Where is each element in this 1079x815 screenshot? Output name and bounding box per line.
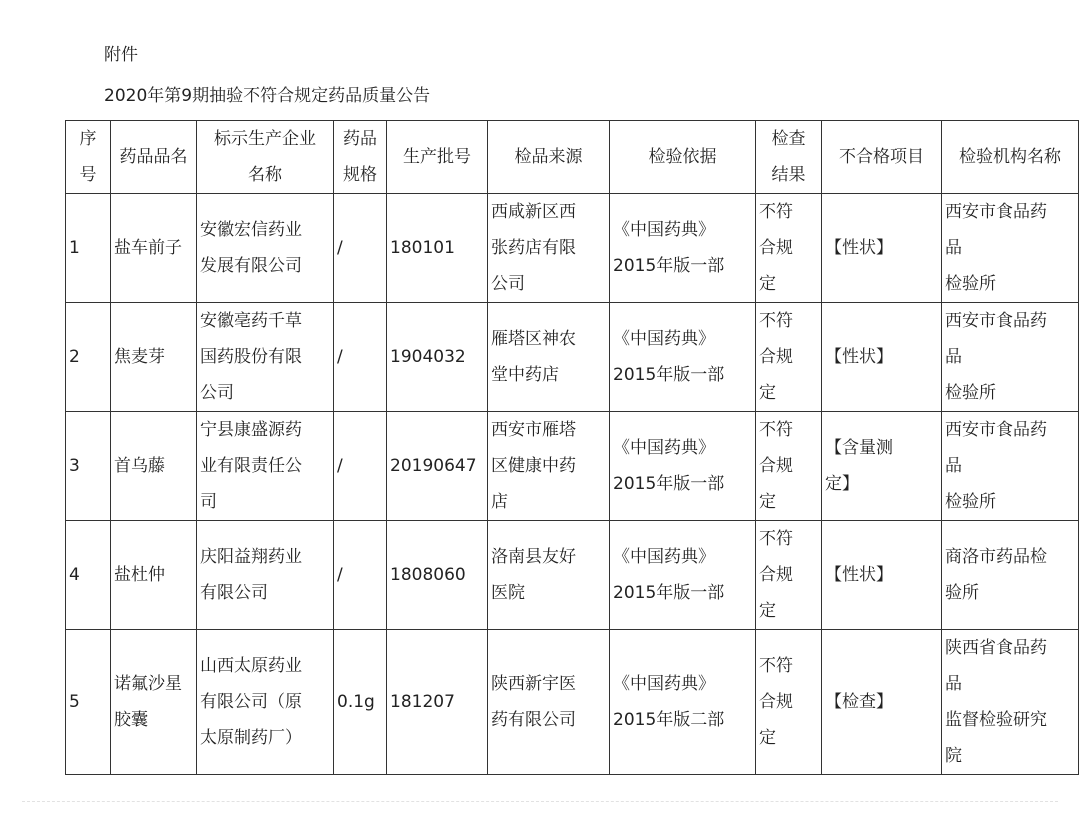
cell-failed-item: 【性状】 — [822, 521, 942, 630]
page-divider — [22, 801, 1058, 802]
cell-batch: 180101 — [387, 194, 488, 303]
header-lab: 检验机构名称 — [942, 121, 1079, 194]
cell-result: 不符 合规 定 — [756, 412, 822, 521]
cell-manufacturer: 安徽宏信药业 发展有限公司 — [197, 194, 334, 303]
cell-spec: / — [334, 412, 387, 521]
cell-source: 陕西新宇医 药有限公司 — [488, 630, 610, 775]
cell-failed-item: 【含量测 定】 — [822, 412, 942, 521]
header-batch: 生产批号 — [387, 121, 488, 194]
table-header-row — [66, 121, 1079, 194]
cell-source: 洛南县友好 医院 — [488, 521, 610, 630]
cell-manufacturer: 安徽亳药千草 国药股份有限 公司 — [197, 303, 334, 412]
cell-drug-name: 盐杜仲 — [111, 521, 197, 630]
cell-spec: / — [334, 521, 387, 630]
table-row — [66, 303, 1079, 412]
cell-basis: 《中国药典》 2015年版一部 — [610, 303, 756, 412]
header-manufacturer: 标示生产企业 名称 — [197, 121, 334, 194]
header-source: 检品来源 — [488, 121, 610, 194]
cell-failed-item: 【性状】 — [822, 194, 942, 303]
cell-no: 2 — [66, 303, 111, 412]
cell-source: 雁塔区神农 堂中药店 — [488, 303, 610, 412]
cell-drug-name: 首乌藤 — [111, 412, 197, 521]
cell-batch: 1808060 — [387, 521, 488, 630]
table-row — [66, 630, 1079, 775]
cell-drug-name: 焦麦芽 — [111, 303, 197, 412]
cell-spec: / — [334, 194, 387, 303]
table-row — [66, 194, 1079, 303]
cell-batch: 1904032 — [387, 303, 488, 412]
cell-failed-item: 【检查】 — [822, 630, 942, 775]
cell-drug-name: 诺氟沙星 胶囊 — [111, 630, 197, 775]
cell-result: 不符 合规 定 — [756, 521, 822, 630]
cell-basis: 《中国药典》 2015年版一部 — [610, 521, 756, 630]
header-drug-name: 药品品名 — [111, 121, 197, 194]
cell-lab: 陕西省食品药 品 监督检验研究 院 — [942, 630, 1079, 775]
drug-quality-table — [65, 120, 1079, 775]
cell-result: 不符 合规 定 — [756, 630, 822, 775]
header-no: 序 号 — [66, 121, 111, 194]
cell-basis: 《中国药典》 2015年版二部 — [610, 630, 756, 775]
cell-failed-item: 【性状】 — [822, 303, 942, 412]
cell-source: 西咸新区西 张药店有限 公司 — [488, 194, 610, 303]
attachment-label: 附件 — [104, 45, 138, 65]
header-result: 检查 结果 — [756, 121, 822, 194]
cell-no: 3 — [66, 412, 111, 521]
cell-lab: 西安市食品药 品 检验所 — [942, 303, 1079, 412]
cell-manufacturer: 庆阳益翔药业 有限公司 — [197, 521, 334, 630]
header-spec: 药品 规格 — [334, 121, 387, 194]
cell-lab: 西安市食品药 品 检验所 — [942, 412, 1079, 521]
cell-spec: 0.1g — [334, 630, 387, 775]
cell-batch: 20190647 — [387, 412, 488, 521]
header-basis: 检验依据 — [610, 121, 756, 194]
table-row — [66, 521, 1079, 630]
cell-result: 不符 合规 定 — [756, 303, 822, 412]
cell-no: 1 — [66, 194, 111, 303]
cell-source: 西安市雁塔 区健康中药 店 — [488, 412, 610, 521]
header-failed-item: 不合格项目 — [822, 121, 942, 194]
cell-drug-name: 盐车前子 — [111, 194, 197, 303]
cell-lab: 商洛市药品检 验所 — [942, 521, 1079, 630]
cell-no: 5 — [66, 630, 111, 775]
cell-lab: 西安市食品药 品 检验所 — [942, 194, 1079, 303]
cell-basis: 《中国药典》 2015年版一部 — [610, 412, 756, 521]
cell-no: 4 — [66, 521, 111, 630]
cell-batch: 181207 — [387, 630, 488, 775]
cell-spec: / — [334, 303, 387, 412]
cell-basis: 《中国药典》 2015年版一部 — [610, 194, 756, 303]
cell-result: 不符 合规 定 — [756, 194, 822, 303]
announcement-title: 2020年第9期抽验不符合规定药品质量公告 — [104, 86, 431, 106]
cell-manufacturer: 山西太原药业 有限公司（原 太原制药厂） — [197, 630, 334, 775]
cell-manufacturer: 宁县康盛源药 业有限责任公 司 — [197, 412, 334, 521]
table-row — [66, 412, 1079, 521]
